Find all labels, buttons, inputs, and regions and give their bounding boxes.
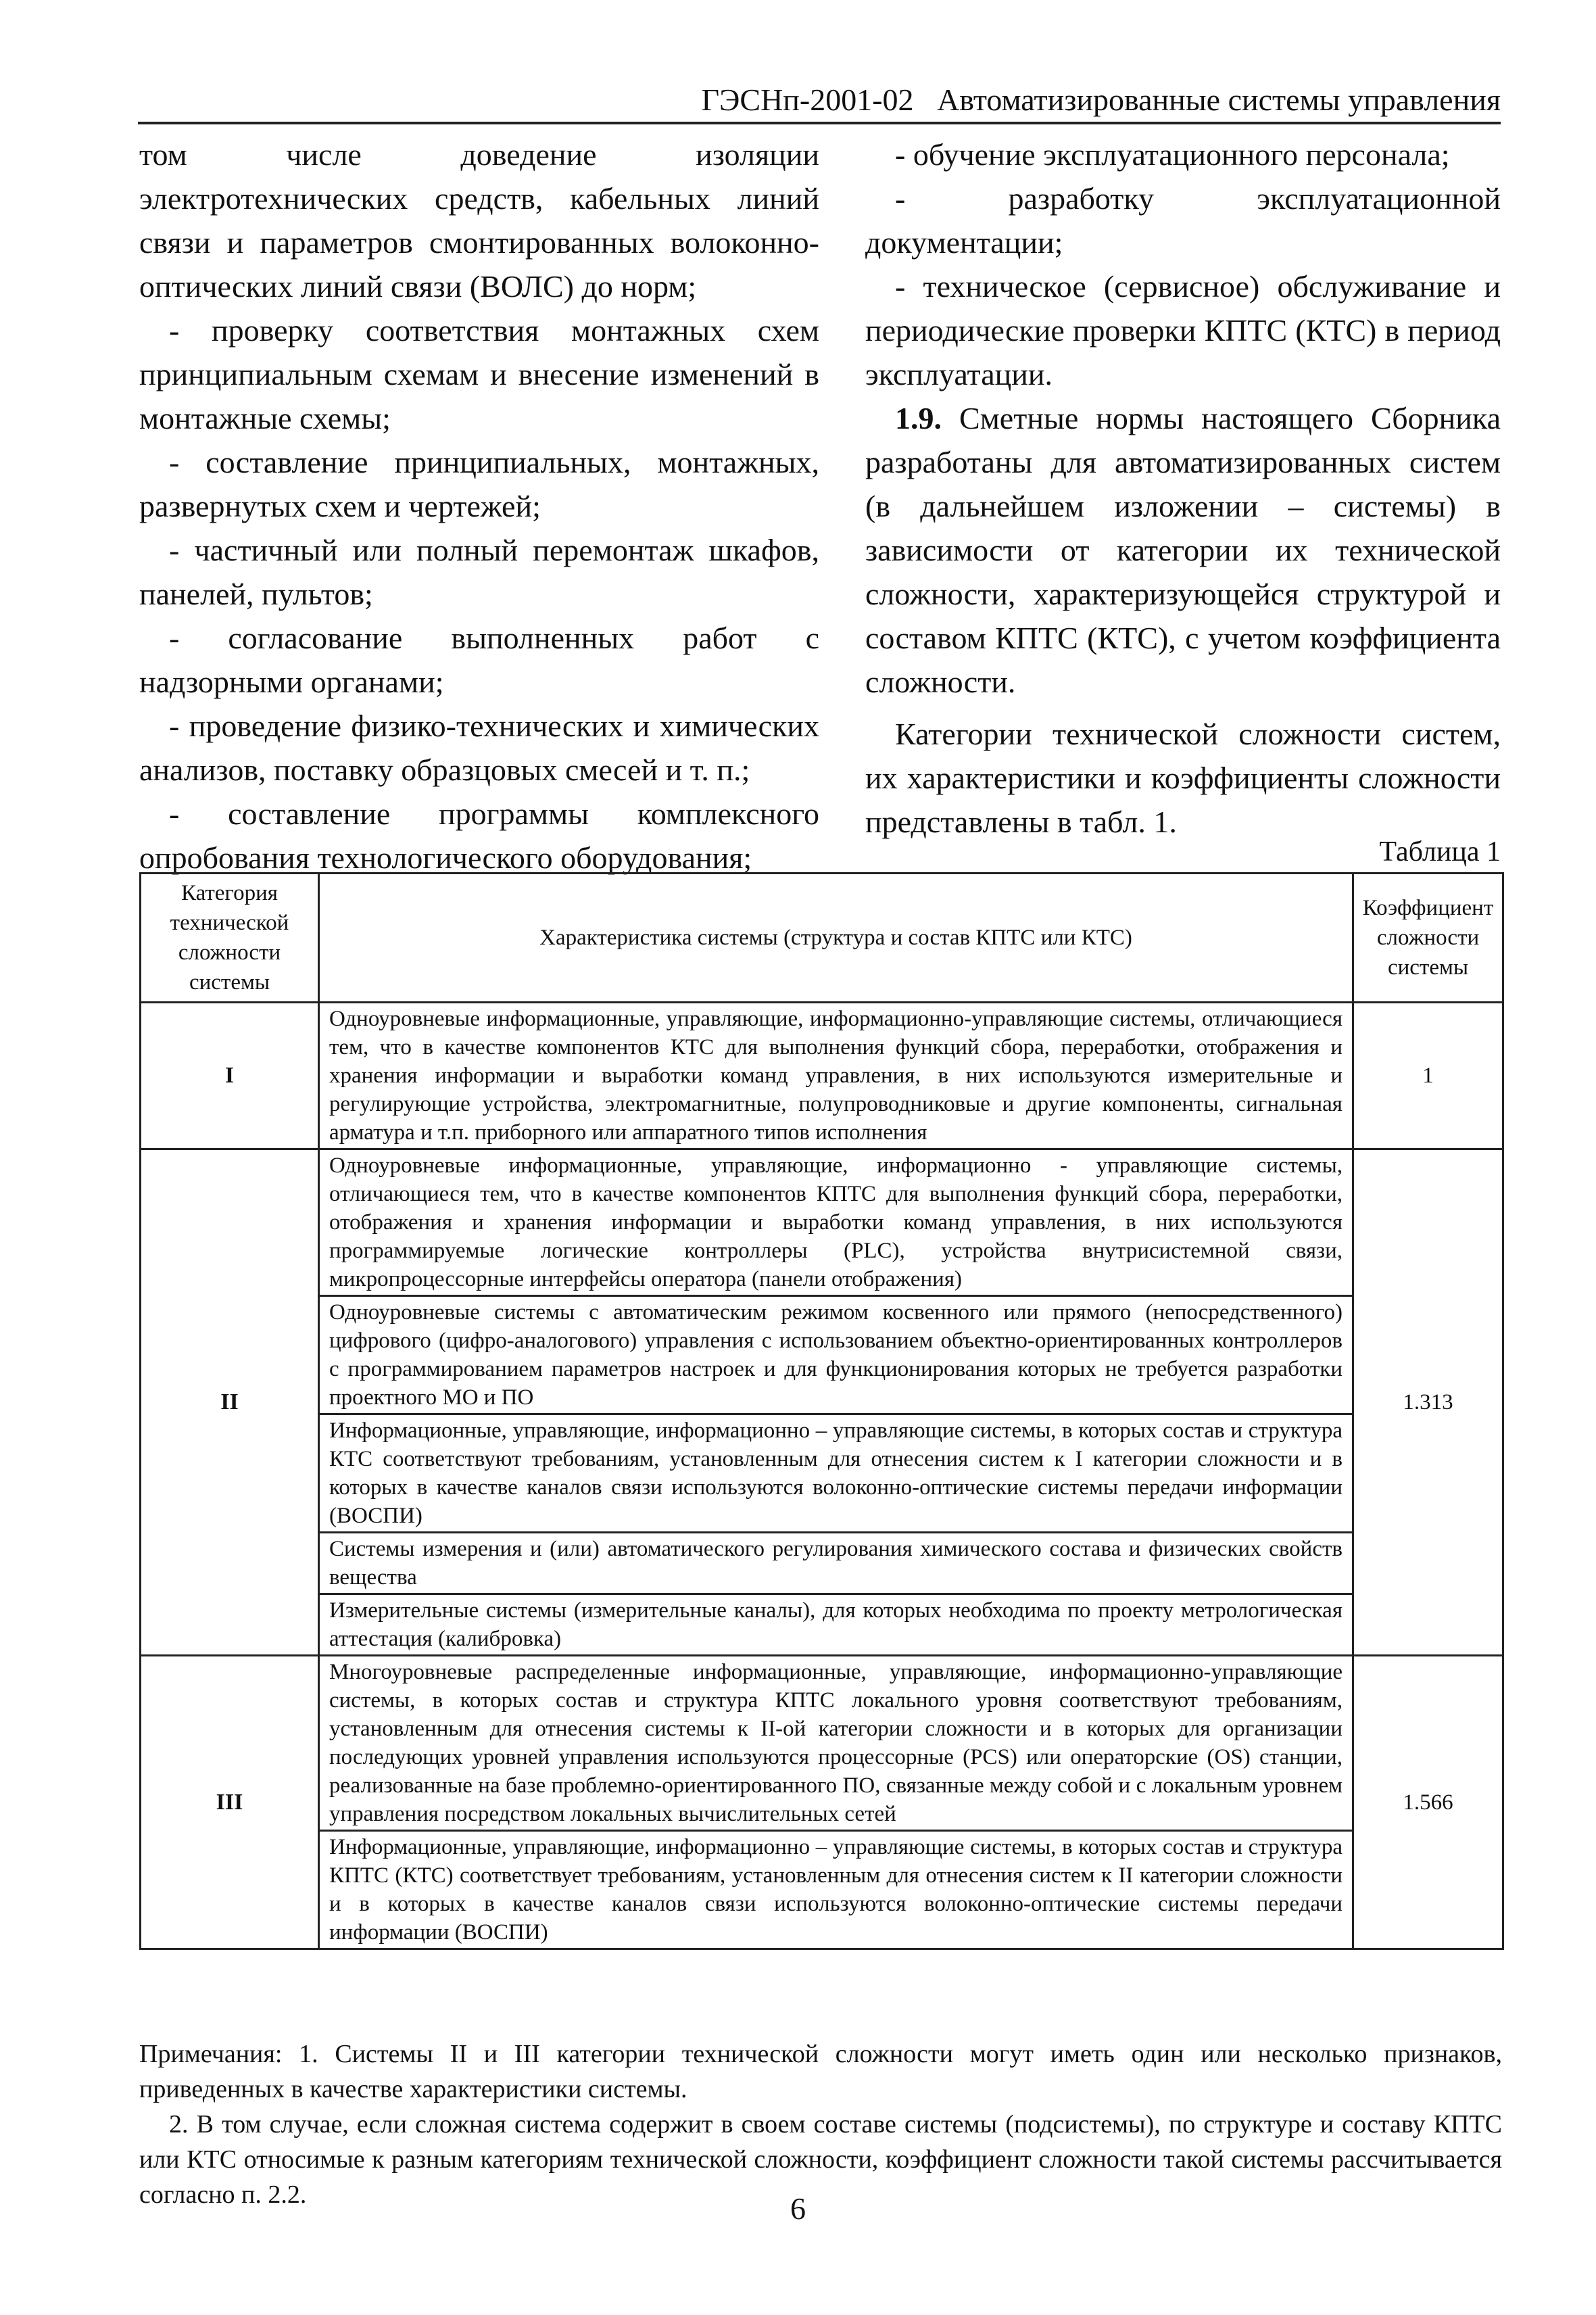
table-notes: [139, 2036, 1502, 2212]
description-cell: Одноуровневые информационные, управляющие, информационно - управляющие системы, отличающиеся тем, что в качестве компонентов КПТС для выполнения функций сбора, переработки, отображения и хранения информации и выработки команд управления, в них используются программируемые логические контроллеры (PLC), устройства внутрисистемной связи, микропроцессорные интерфейсы оператора (панели отображения): [319, 1149, 1353, 1296]
description-cell: Информационные, управляющие, информационно – управляющие системы, в которых состав и структура КПТС (КТС) соответствует требованиям, установленным для отнесения систем к II категории сложности и в которых в качестве каналов связи используются волоконно-оптические системы передачи информации (ВОСПИ): [319, 1831, 1353, 1949]
description-cell: Одноуровневые информационные, управляющие, информационно-управляющие системы, отличающиеся тем, что в качестве компонентов КТС для выполнения функций сбора, переработки, отображения и хранения информации и выработки команд управления, в них используются измерительные и регулирующие устройства, электромагнитные, полупроводниковые и другие компоненты, сигнальная арматура и т.п. приборного или аппаратного типов исполнения: [319, 1003, 1353, 1149]
left-list-item: - составление принципиальных, монтажных, развернутых схем и чертежей;: [139, 445, 819, 523]
table-reference-paragraph: Категории технической сложности систем, их характеристики и коэффициенты сложности представлены в табл. 1.: [865, 717, 1501, 839]
table-row: [141, 1149, 1503, 1296]
right-list-item: - обучение эксплуатационного персонала;: [895, 137, 1450, 172]
right-list-item: - разработку эксплуатационной документации;: [865, 181, 1501, 260]
category-cell: II: [141, 1149, 319, 1656]
header-title: Автоматизированные системы управления: [937, 82, 1501, 117]
section-text: Сметные нормы настоящего Сборника разработаны для автоматизированных систем (в дальнейшем изложении – системы) в зависимости от категории их технической сложности, характеризующейся структурой и составом КПТС (КТС), с учетом коэффициента сложности.: [865, 401, 1501, 699]
left-list-item: - проведение физико-технических и химических анализов, поставку образцовых смесей и т. п.;: [139, 709, 819, 787]
header-coefficient: Коэффициент сложности системы: [1353, 874, 1503, 1003]
left-column: [139, 133, 819, 880]
section-number: 1.9.: [895, 401, 942, 435]
coefficient-cell: 1.566: [1353, 1656, 1503, 1949]
page-number: 6: [790, 2191, 806, 2226]
description-cell: Одноуровневые системы с автоматическим режимом косвенного или прямого (непосредственного) цифрового (цифро-аналогового) управления с использованием объектно-ориентированных контроллеров с программированием параметров настроек и для функционирования которых не требуется разработки проектного МО и ПО: [319, 1296, 1353, 1414]
coefficient-cell: 1.313: [1353, 1149, 1503, 1656]
left-list-item: - проверку соответствия монтажных схем принципиальным схемам и внесение изменений в монтажные схемы;: [139, 313, 819, 435]
running-header: [138, 80, 1501, 124]
section-1-9: [865, 396, 1501, 704]
header-category: Категория технической сложности системы: [141, 874, 319, 1003]
complexity-table: [139, 872, 1504, 1950]
header-description: Характеристика системы (структура и состав КПТС или КТС): [319, 874, 1353, 1003]
category-cell: I: [141, 1003, 319, 1149]
right-list-item: - техническое (сервисное) обслуживание и периодические проверки КПТС (КТС) в период эксплуатации.: [865, 269, 1501, 391]
table-row: [141, 1656, 1503, 1831]
coefficient-cell: 1: [1353, 1003, 1503, 1149]
description-cell: Измерительные системы (измерительные каналы), для которых необходима по проекту метрологическая аттестация (калибровка): [319, 1594, 1353, 1656]
category-cell: III: [141, 1656, 319, 1949]
table-row: [141, 1003, 1503, 1149]
description-cell: Информационные, управляющие, информационно – управляющие системы, в которых состав и структура КТС соответствуют требованиям, установленным для отнесения систем к I категории сложности и в которых в качестве каналов связи используются волоконно-оптические системы передачи информации (ВОСПИ): [319, 1414, 1353, 1533]
right-column: [865, 133, 1501, 844]
note-1: Примечания: 1. Системы II и III категории технической сложности могут иметь один или несколько признаков, приведенных в качестве характеристики системы.: [139, 2040, 1502, 2103]
table-caption: Таблица 1: [1379, 836, 1501, 867]
table-row: [141, 1414, 1503, 1533]
note-2: 2. В том случае, если сложная система содержит в своем составе системы (подсистемы), по структуре и составу КПТС или КТС относимые к разным категориям технической сложности, коэффициент сложности такой системы рассчитывается согласно п. 2.2.: [139, 2110, 1502, 2209]
left-list-item: - согласование выполненных работ с надзорными органами;: [139, 621, 819, 699]
left-list-item: - составление программы комплексного опробования технологического оборудования;: [139, 796, 819, 875]
table-row: [141, 1296, 1503, 1414]
table-row: [141, 1831, 1503, 1949]
description-cell: Многоуровневые распределенные информационные, управляющие, информационно-управляющие системы, в которых состав и структура КПТС локального уровня соответствуют требованиям, установленным для отнесения системы к II-ой категории сложности и в которых для организации последующих уровней управления используются процессорные (PCS) или операторские (OS) станции, реализованные на базе проблемно-ориентированного ПО, связанные между собой и с локальным уровнем управления посредством локальных вычислительных сетей: [319, 1656, 1353, 1831]
header-code: ГЭСНп-2001-02: [701, 82, 914, 117]
table-row: [141, 1533, 1503, 1594]
left-paragraph: том числе доведение изоляции электротехнических средств, кабельных линий связи и параметров смонтированных волоконно-оптических линий связи (ВОЛС) до норм;: [139, 137, 819, 304]
table-header-row: [141, 874, 1503, 1003]
description-cell: Системы измерения и (или) автоматического регулирования химического состава и физических свойств вещества: [319, 1533, 1353, 1594]
left-list-item: - частичный или полный перемонтаж шкафов, панелей, пультов;: [139, 533, 819, 611]
table-row: [141, 1594, 1503, 1656]
